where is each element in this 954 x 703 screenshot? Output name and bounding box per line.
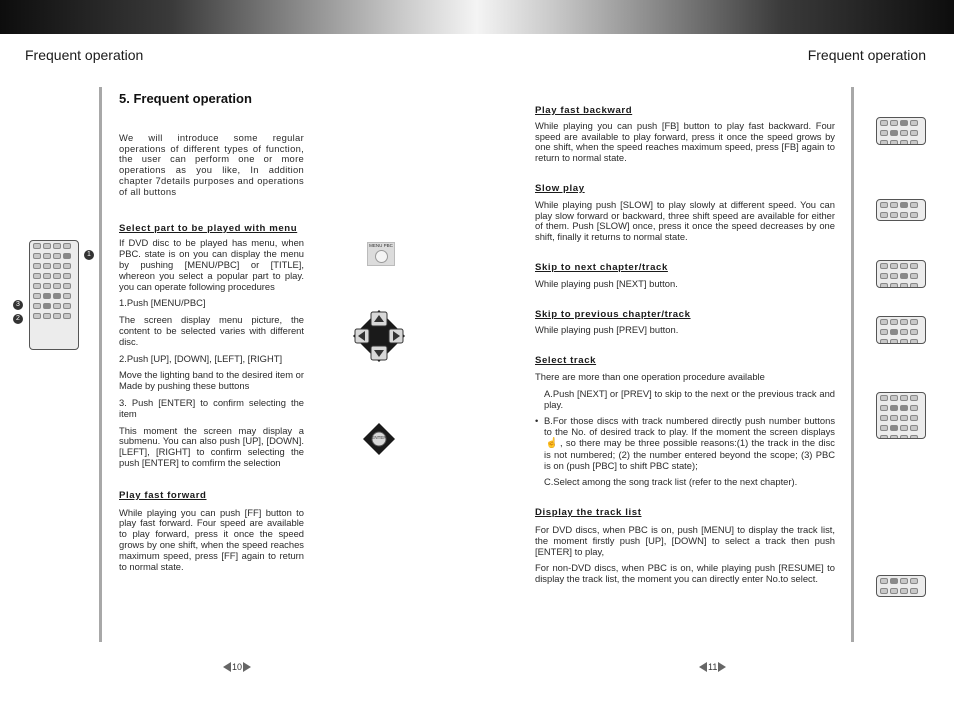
remote-control-illustration [29,240,79,350]
menu-pbc-button-illustration [367,242,395,266]
skip-next-paragraph: While playing push [NEXT] button. [535,277,678,289]
play-fast-backward-paragraph: While playing you can push [FB] button to play fast backward. Four speed are available to play forward, press it once the speed grows by one shift, when the speed reaches maximum speed, press [FB] again to return to normal state. [535,119,835,164]
left-margin-rule [99,87,102,642]
select-part-paragraph: This moment the screen may display a submenu. You can also push [UP], [DOWN]. [LEFT], [RIGHT] to confirm selecting the push [ENTER] to comfirm the selection [119,424,304,468]
section-heading-slow-play: Slow play [535,182,585,194]
section-heading-display-track-list: Display the track list [535,507,642,519]
select-part-paragraph: The screen display menu picture, the content to be selected varies with different disc. [119,314,304,347]
right-margin-rule [851,87,854,642]
left-header-title: Frequent operation [25,47,144,63]
page-number-left [223,662,251,672]
step-3: 3. Push [ENTER] to confirm selecting the item [119,396,304,419]
triangle-right-icon [718,662,726,672]
page-title: 5. Frequent operation [119,91,252,106]
right-header-title: Frequent operation [807,47,926,63]
remote-fragment-next [876,260,926,288]
section-heading-select-part: Select part to be played with menu [119,222,298,234]
callout-badge: 3 [13,300,23,310]
select-track-option-c: C.Select among the song track list (refer to the next chapter). [544,476,798,488]
play-fast-forward-paragraph: While playing you can push [FF] button to play fast forward. Four speed are available to play forward, press it once the speed grows by one shift, when the speed reaches maximum speed, press [FF] again to return to normal state. [119,506,304,572]
select-part-paragraph: If DVD disc to be played has menu, when PBC. state is on you can display the menu by pushing [MENU/PBC] or [TITLE], whereon you select a popular part to play. you can operate following procedures [119,237,304,292]
callout-badge: 1 [84,250,94,260]
option-b-reasons: , so there may be three possible reasons:(1) the track in the disc is not numbered; (2) the number entered beyond the scope; (3) PBC is on (push [PBC] to shift PBC state); [544,436,835,471]
hand-cursor-icon: ☝ [545,437,559,449]
display-track-list-paragraph: For non-DVD discs, when PBC is on, while playing push [RESUME] to display the track list, the moment you can directly enter No.to select. [535,562,835,585]
display-track-list-paragraph: For DVD discs, when PBC is on, push [MENU] to display the track list, the moment firstly push [UP], [DOWN] to select a track then push [ENTER] to play, [535,523,835,557]
menu-pbc-round-key [375,250,388,263]
triangle-left-icon [699,662,707,672]
page-number-text: 10 [232,662,243,672]
section-heading-select-track: Select track [535,355,597,367]
intro-paragraph: We will introduce some regular operations of different types of function, the user can perform one or more operations as you like, In addition chapter 7details purposes and operations of all buttons [119,131,304,197]
remote-fragment-menu [876,575,926,597]
remote-fragment-slow [876,199,926,221]
section-heading-play-fast-backward: Play fast backward [535,105,633,116]
select-part-paragraph: Move the lighting band to the desired item or Made by pushing these buttons [119,369,305,392]
menu-pbc-label: MENU PBC [369,243,393,248]
remote-fragment-fb [876,117,926,145]
triangle-right-icon [243,662,251,672]
left-text-column [119,91,305,578]
remote-fragment-prev [876,316,926,344]
step-2: 2.Push [UP], [DOWN], [LEFT], [RIGHT] [119,352,283,364]
right-text-column [535,106,835,591]
direction-pad-icon [352,309,406,363]
select-track-paragraph: There are more than one operation procedure available [535,370,765,382]
triangle-left-icon [223,662,231,672]
skip-prev-paragraph: While playing push [PREV] button. [535,324,679,336]
page-number-text: 11 [708,662,718,672]
enter-label: ENTER [371,435,387,440]
page-number-right [699,662,726,672]
slow-play-paragraph: While playing push [SLOW] to play slowly at different speed. You can play slow forward or backward, three shift speed are available for either of them. Push [SLOW] once, press it once the speed decreases by one shift, finally it returns to normal state. [535,198,835,243]
section-heading-play-fast-forward: Play fast forward [119,489,207,501]
step-1: 1.Push [MENU/PBC] [119,297,206,309]
remote-fragment-track [876,392,926,439]
select-track-option-a: A.Push [NEXT] or [PREV] to skip to the next or the previous track and play. [544,387,835,410]
section-heading-skip-next: Skip to next chapter/track [535,261,668,273]
section-heading-skip-prev: Skip to previous chapter/track [535,308,691,320]
top-gradient-bar [0,0,954,34]
callout-badge: 2 [13,314,23,324]
option-b-text: B.For those discs with track numbered directly push number buttons to the No. of desired track to play. If the moment the screen displays [544,415,835,438]
select-track-option-b: • B.For those discs with track numbered directly push number buttons to the No. of desired track to play. If the moment the screen displays ☝ , so there may be three possible reasons:(1) the track in the disc is not numbered; (2) the number entered beyond the scope; (3) PBC is on (push [PBC] to shift PBC state); [535,415,835,471]
